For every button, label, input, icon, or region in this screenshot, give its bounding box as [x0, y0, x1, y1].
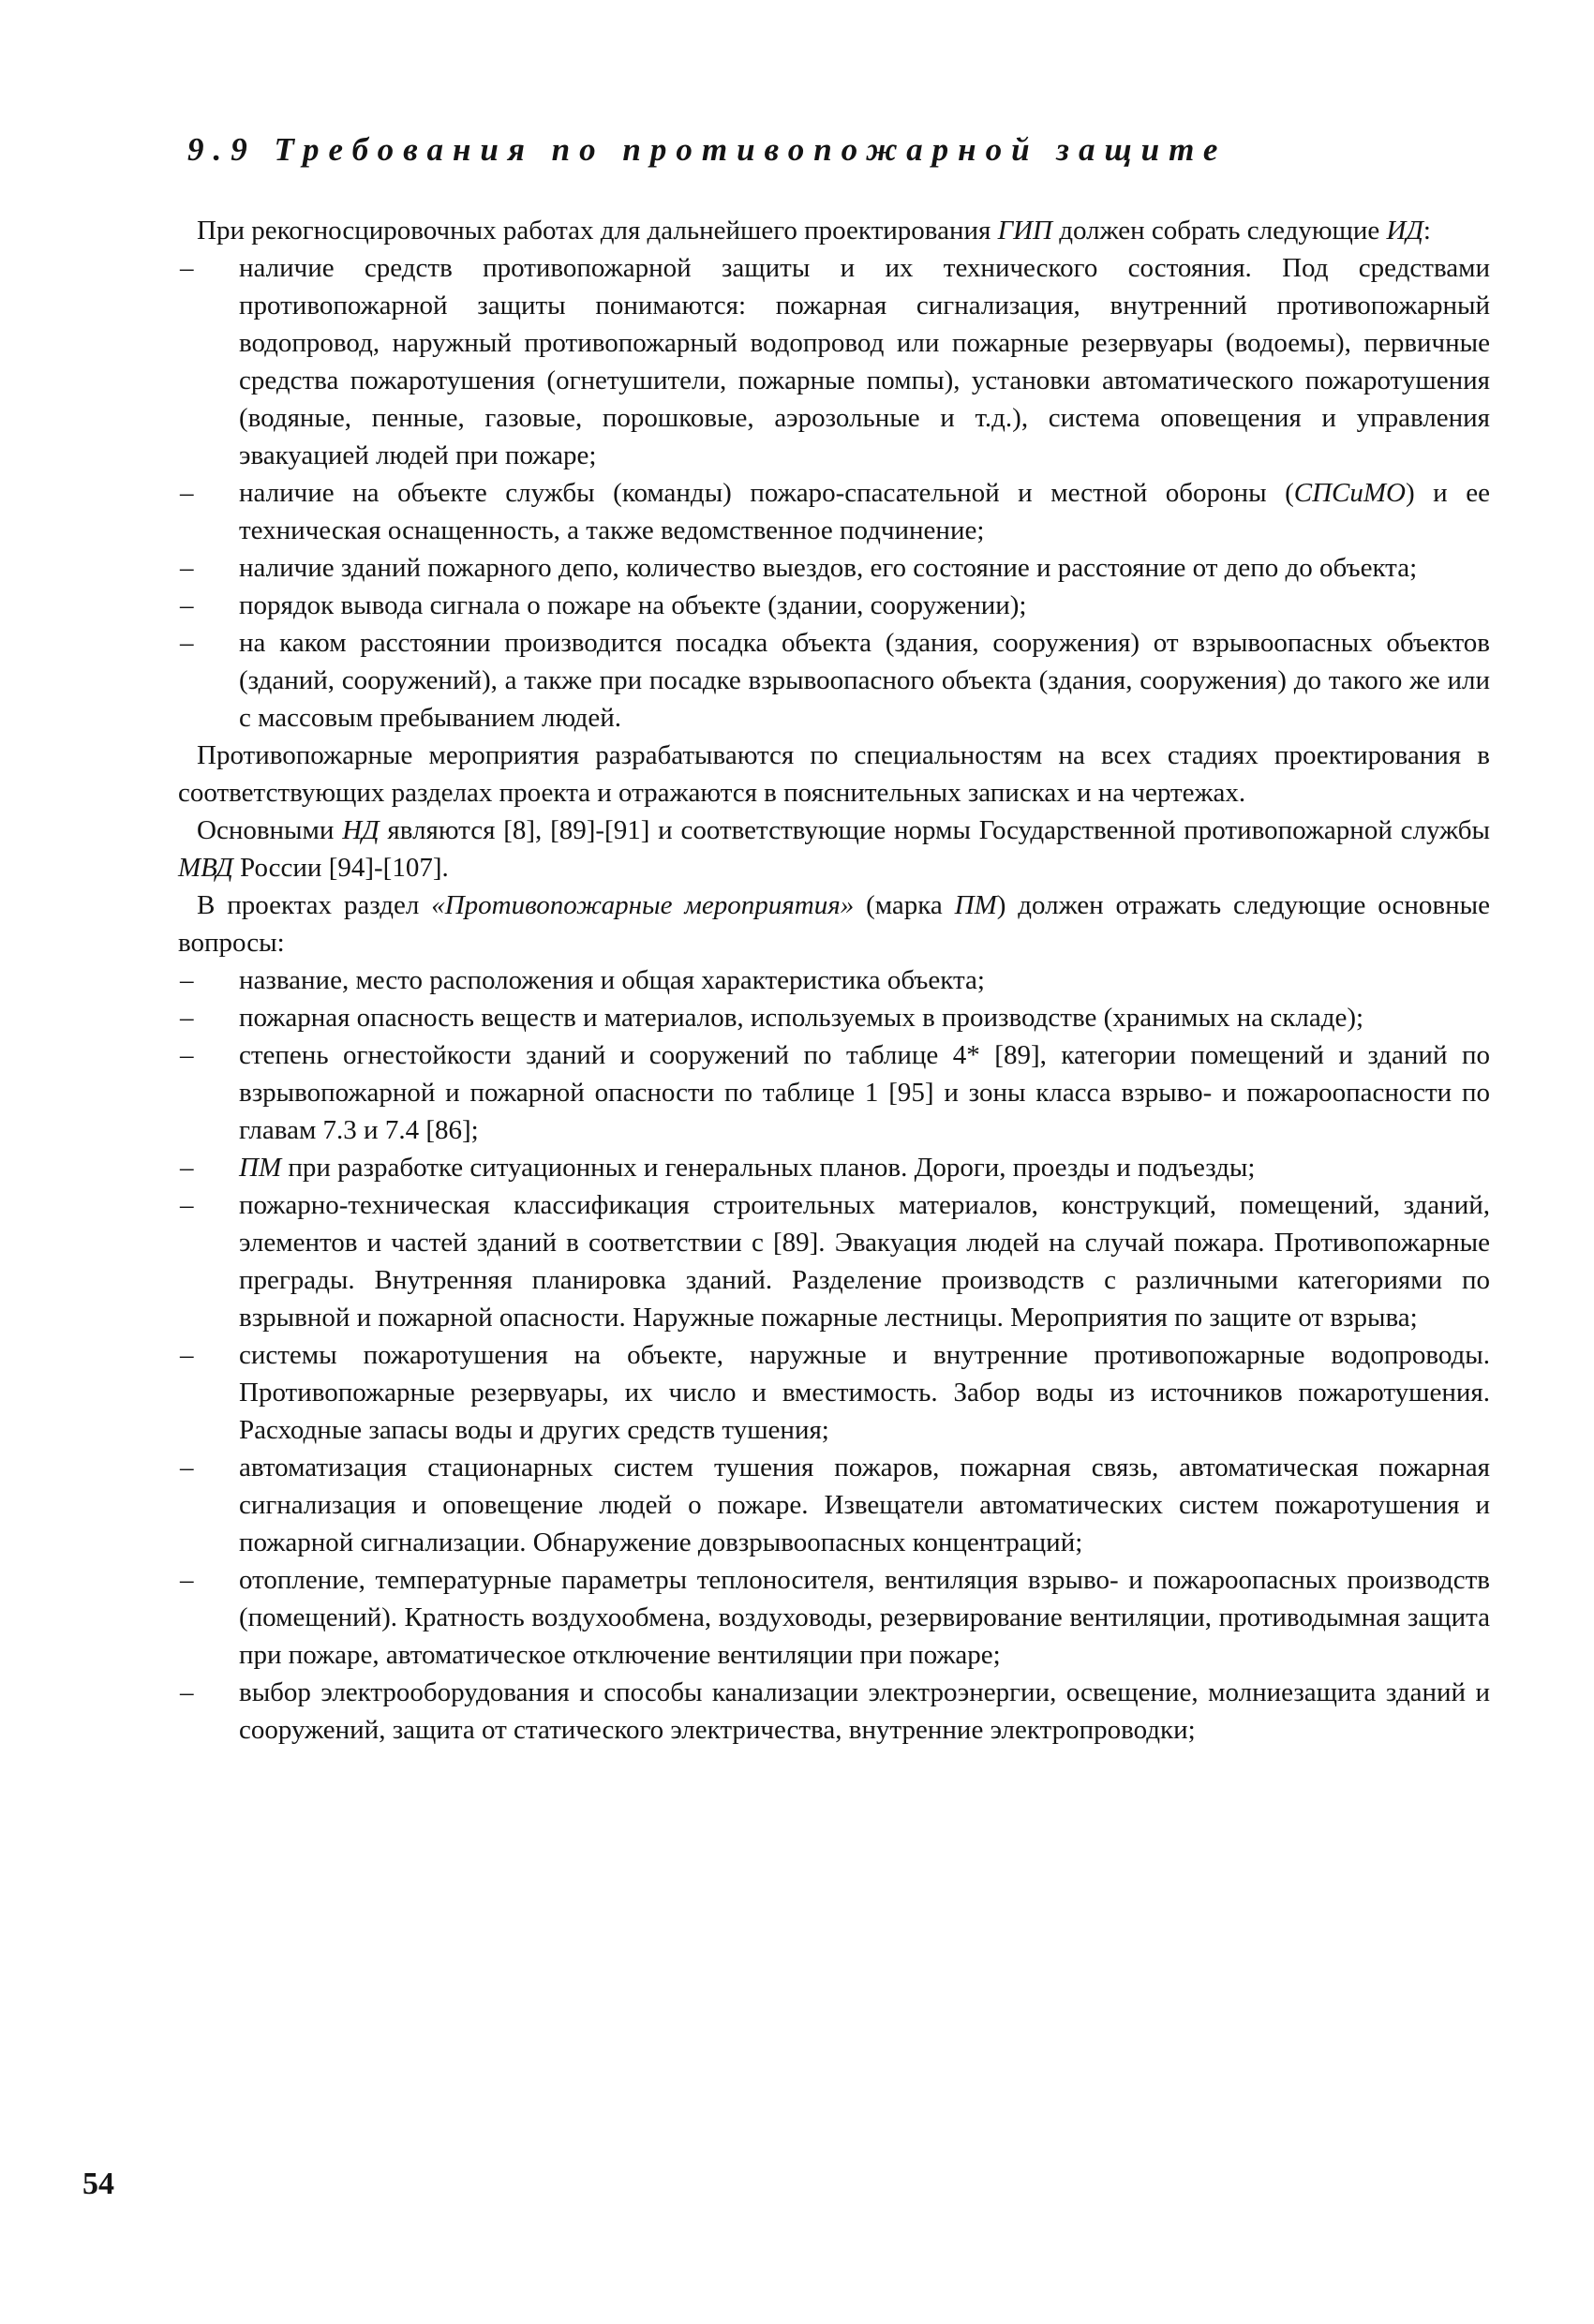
paragraph: Противопожарные мероприятия разрабатываются по специальностям на всех стадиях проектирования в соответствующих разделах проекта и отражаются в пояснительных записках и на чертежах.: [178, 740, 1490, 808]
dash-bullet: –: [180, 628, 194, 658]
dash-bullet: –: [180, 965, 194, 995]
dash-bullet: –: [180, 478, 194, 508]
page-number: 54: [82, 2167, 114, 2201]
dash-bullet: –: [180, 1040, 194, 1070]
list-item: [180, 999, 1490, 1036]
list-item: [180, 1186, 1490, 1336]
list-item: [180, 961, 1490, 999]
list-item-text: степень огнестойкости зданий и сооружений по таблице 4* [89], категории помещений и зданий по взрывопожарной и пожарной опасности по таблице 1 [95] и зоны класса взрыво- и пожароопасности по главам 7.3 и 7.4 [86];: [239, 1040, 1490, 1145]
list-item-text: пожарная опасность веществ и материалов, используемых в производстве (хранимых на складе);: [239, 1003, 1364, 1033]
text: (марка: [854, 890, 955, 920]
abbr-pm: ПМ: [239, 1153, 282, 1183]
dash-bullet: –: [180, 1452, 194, 1482]
list-item: [180, 1561, 1490, 1674]
document-body: [178, 212, 1490, 1749]
list-item-text: пожарно-техническая классификация строительных материалов, конструкций, помещений, зданий, элементов и частей зданий в соответствии с [89]. Эвакуация людей на случай пожара. Противопожарные преграды. Внутренняя планировка зданий. Разделение производств с различными категориями по взрывной и пожарной опасности. Наружные пожарные лестницы. Мероприятия по защите от взрыва;: [239, 1190, 1490, 1333]
section-heading: 9.9 Требования по противопожарной защите: [187, 131, 1228, 168]
list-item: [180, 624, 1490, 737]
list-item-text: отопление, температурные параметры теплоносителя, вентиляция взрыво- и пожароопасных производств (помещений). Кратность воздухообмена, воздуховоды, резервирование вентиляции, противодымная защита при пожаре, автоматическое отключение вентиляции при пожаре;: [239, 1565, 1490, 1670]
abbr-id: ИД: [1386, 216, 1423, 246]
list-item: [180, 1336, 1490, 1449]
paragraph: [178, 886, 1490, 961]
text: В проектах раздел: [197, 890, 432, 920]
list-item: [180, 1449, 1490, 1561]
survey-list: [178, 249, 1490, 737]
text: При рекогносцировочных работах для дальнейшего проектирования: [197, 216, 998, 246]
dash-bullet: –: [180, 1565, 194, 1595]
abbr-pm: ПМ: [954, 890, 997, 920]
list-item-text: ) и ее техническая оснащенность, а также ведомственное подчинение;: [239, 478, 1490, 545]
list-item-text: наличие средств противопожарной защиты и их технического состояния. Под средствами противопожарной защиты понимаются: пожарная сигнализация, внутренний противопожарный водопровод, наружный противопожарный водопровод или пожарные резервуары (водоемы), первичные средства пожаротушения (огнетушители, пожарные помпы), установки автоматического пожаротушения (водяные, пенные, газовые, порошковые, аэрозольные и т.д.), система оповещения и управления эвакуацией людей при пожаре;: [239, 253, 1490, 470]
list-item-text: при разработке ситуационных и генеральных планов. Дороги, проезды и подъезды;: [281, 1153, 1256, 1183]
list-item-text: порядок вывода сигнала о пожаре на объекте (здании, сооружении);: [239, 590, 1027, 620]
abbr-spsimo: СПСиМО: [1293, 478, 1406, 508]
list-item: [180, 1149, 1490, 1186]
list-item: [180, 549, 1490, 587]
text: ) должен отражать следующие основные вопросы:: [178, 890, 1490, 958]
dash-bullet: –: [180, 1677, 194, 1707]
dash-bullet: –: [180, 253, 194, 283]
text: должен собрать следующие: [1052, 216, 1387, 246]
list-item-text: автоматизация стационарных систем тушения пожаров, пожарная связь, автоматическая пожарная сигнализация и оповещение людей о пожаре. Извещатели автоматических систем пожаротушения и пожарной сигнализации. Обнаружение довзрывоопасных концентраций;: [239, 1452, 1490, 1557]
list-item: [180, 1674, 1490, 1749]
text: являются [8], [89]-[91] и соответствующие нормы Государственной противопожарной службы: [379, 815, 1491, 845]
section-title-ref: «Противопожарные мероприятия»: [431, 890, 855, 920]
list-item-text: на каком расстоянии производится посадка объекта (здания, сооружения) от взрывоопасных объектов (зданий, сооружений), а также при посадке взрывоопасного объекта (здания, сооружения) до такого же или с массовым пребыванием людей.: [239, 628, 1490, 733]
list-item-text: выбор электрооборудования и способы канализации электроэнергии, освещение, молниезащита зданий и сооружений, защита от статического электричества, внутренние электропроводки;: [239, 1677, 1490, 1745]
intro-paragraph: [178, 212, 1490, 249]
dash-bullet: –: [180, 590, 194, 620]
dash-bullet: –: [180, 1190, 194, 1220]
list-item: [180, 249, 1490, 474]
abbr-mvd: МВД: [178, 853, 233, 883]
abbr-gip: ГИП: [997, 216, 1052, 246]
project-questions-list: [178, 961, 1490, 1749]
abbr-nd: НД: [342, 815, 380, 845]
text: Основными: [197, 815, 343, 845]
text: :: [1423, 216, 1431, 246]
list-item-text: системы пожаротушения на объекте, наружные и внутренние противопожарные водопроводы. Противопожарные резервуары, их число и вместимость. Забор воды из источников пожаротушения. Расходные запасы воды и других средств тушения;: [239, 1340, 1490, 1445]
paragraph: [178, 812, 1490, 886]
dash-bullet: –: [180, 1340, 194, 1370]
list-item: [180, 1036, 1490, 1149]
list-item-text: название, место расположения и общая характеристика объекта;: [239, 965, 985, 995]
dash-bullet: –: [180, 553, 194, 583]
dash-bullet: –: [180, 1003, 194, 1033]
text: России [94]-[107].: [232, 853, 449, 883]
list-item: [180, 474, 1490, 549]
dash-bullet: –: [180, 1153, 194, 1183]
list-item-text: наличие зданий пожарного депо, количество выездов, его состояние и расстояние от депо до объекта;: [239, 553, 1418, 583]
list-item-text: наличие на объекте службы (команды) пожаро-спасательной и местной обороны (: [239, 478, 1294, 508]
list-item: [180, 587, 1490, 624]
